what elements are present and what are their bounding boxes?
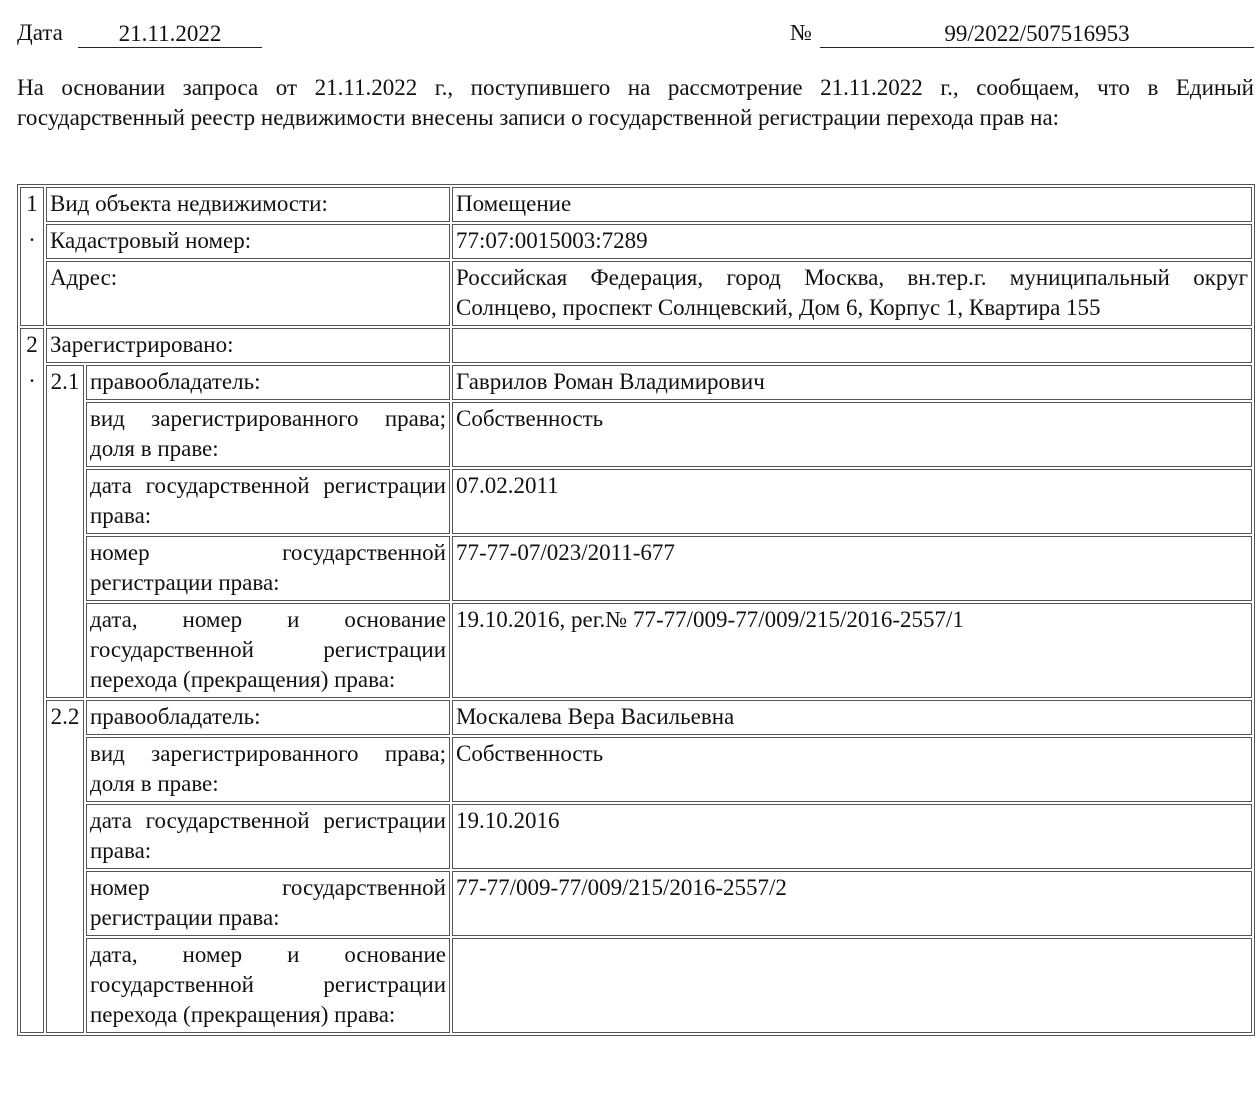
- reg-number-value: 77-77/009-77/009/215/2016-2557/2: [452, 871, 1252, 936]
- reg-number-value: 77-77-07/023/2011-677: [452, 536, 1252, 601]
- reg-date-label: дата государственной регистрации права:: [86, 804, 450, 869]
- transfer-label: дата, номер и основание государственной регистрации перехода (прекращения) права:: [86, 603, 450, 698]
- reg-number-label: номер государственной регистрации права:: [86, 536, 450, 601]
- reg-date-value: 07.02.2011: [452, 469, 1252, 534]
- document-header: [17, 0, 1254, 64]
- object-type-label: Вид объекта недвижимости:: [46, 187, 450, 222]
- table-row: [20, 938, 1252, 1033]
- transfer-value: [452, 938, 1252, 1033]
- table-row: [20, 603, 1252, 698]
- right-type-label: вид зарегистрированного права; доля в праве:: [86, 737, 450, 802]
- section-number: 2.: [20, 328, 44, 1033]
- table-row: [20, 536, 1252, 601]
- table-row: [20, 737, 1252, 802]
- table-row: [20, 871, 1252, 936]
- table-row: [20, 328, 1252, 363]
- registered-value: [452, 328, 1252, 363]
- table-row: [20, 261, 1252, 326]
- cadastral-value: 77:07:0015003:7289: [452, 224, 1252, 259]
- registered-label: Зарегистрировано:: [46, 328, 450, 363]
- number-label: №: [790, 20, 812, 45]
- reg-number-label: номер государственной регистрации права:: [86, 871, 450, 936]
- number-value: 99/2022/507516953: [820, 20, 1254, 48]
- address-value: Российская Федерация, город Москва, вн.тер.г. муниципальный округ Солнцево, проспект Солнцевский, Дом 6, Корпус 1, Квартира 155: [452, 261, 1252, 326]
- holder-value: Москалева Вера Васильевна: [452, 700, 1252, 735]
- table-row: [20, 365, 1252, 400]
- table-row: [20, 224, 1252, 259]
- holder-value: Гаврилов Роман Владимирович: [452, 365, 1252, 400]
- table-row: [20, 469, 1252, 534]
- holder-label: правообладатель:: [86, 365, 450, 400]
- reg-date-label: дата государственной регистрации права:: [86, 469, 450, 534]
- intro-paragraph: На основании запроса от 21.11.2022 г., поступившего на рассмотрение 21.11.2022 г., сообщаем, что в Единый государственный реестр недвижимости внесены записи о государственной регистрации перехода прав на:: [17, 75, 1254, 130]
- right-type-label: вид зарегистрированного права; доля в праве:: [86, 402, 450, 467]
- date-label: Дата: [17, 20, 63, 45]
- table-row: [20, 804, 1252, 869]
- table-row: [20, 700, 1252, 735]
- object-type-value: Помещение: [452, 187, 1252, 222]
- transfer-label: дата, номер и основание государственной регистрации перехода (прекращения) права:: [86, 938, 450, 1033]
- reg-date-value: 19.10.2016: [452, 804, 1252, 869]
- right-type-value: Собственность: [452, 737, 1252, 802]
- registration-table: [17, 184, 1255, 1036]
- holder-label: правообладатель:: [86, 700, 450, 735]
- cadastral-label: Кадастровый номер:: [46, 224, 450, 259]
- address-label: Адрес:: [46, 261, 450, 326]
- right-type-value: Собственность: [452, 402, 1252, 467]
- section-number: 1.: [20, 187, 44, 326]
- table-row: [20, 402, 1252, 467]
- transfer-value: 19.10.2016, рег.№ 77-77/009-77/009/215/2016-2557/1: [452, 603, 1252, 698]
- date-value: 21.11.2022: [78, 20, 262, 48]
- holder-number: 2.2: [46, 700, 84, 1033]
- document-page: [17, 0, 1254, 1027]
- table-row: [20, 187, 1252, 222]
- holder-number: 2.1: [46, 365, 84, 698]
